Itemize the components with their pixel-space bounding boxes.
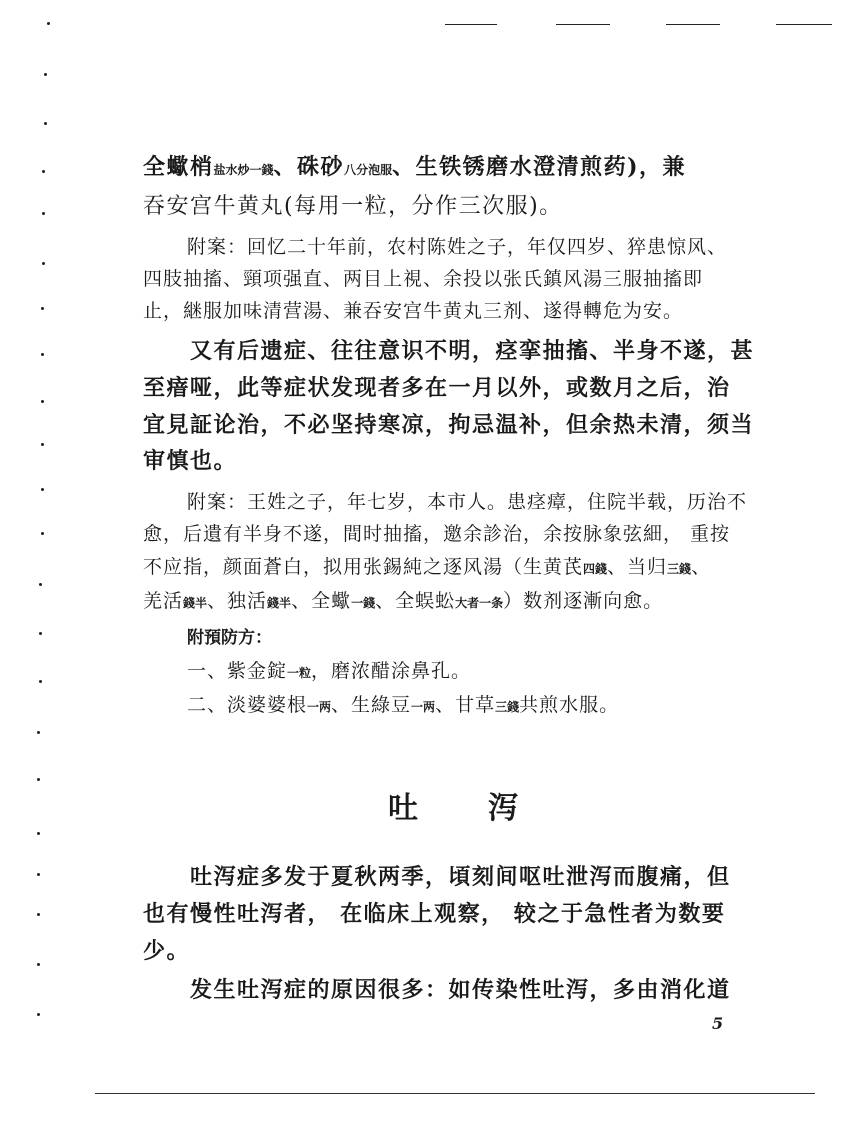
text-line: 也有慢性吐泻者， 在临床上观察， 较之于急性者为数要 (143, 901, 726, 927)
text-line: 羌活錢半、独活錢半、全蠍一錢、全蜈蚣大者一条）数剂逐漸向愈。 (143, 590, 664, 612)
text-line: 愈，后遺有半身不遂，間时抽搐，邀余診治，余按脉象弦細， 重按 (143, 523, 731, 545)
text-line: 少。 (143, 938, 191, 964)
text-line: 止，継服加味清营湯、兼吞安宫牛黄丸三剂、遂得轉危为安。 (143, 300, 684, 322)
text-line: 四肢抽搐、頸项强直、两目上視、余投以张氏鎮风湯三服抽搐即 (143, 268, 704, 290)
section-heading: 吐 泻 (388, 791, 518, 826)
text-line: 不应指，颜面蒼白，拟用张錫純之逐风湯（生黄芪四錢、当归三錢、 (143, 556, 712, 578)
page-number: 5 (712, 1014, 724, 1033)
text-line: 附案：回忆二十年前，农村陈姓之子，年仅四岁、猝患惊风、 (187, 236, 728, 258)
prescription-item-2: 二、淡婆婆根一两、生綠豆一两、甘草三錢共煎水服。 (187, 694, 620, 716)
text-line: 宜見証论治，不必坚持寒凉，拘忌温补，但余热未清，须当 (143, 412, 755, 438)
prevention-title: 附預防方： (187, 628, 272, 648)
text-line: 吐泻症多发于夏秋两季，頃刻间呕吐泄泻而腹痛，但 (190, 864, 731, 890)
text-line: 吞安宫牛黄丸(每用一粒，分作三次服)。 (143, 194, 563, 219)
top-rule-3 (666, 24, 720, 25)
text-line: 全蠍梢盐水炒一錢、硃砂八分泡服、生铁锈磨水澄清煎药)，兼 (143, 154, 686, 180)
top-rule-1 (445, 24, 497, 25)
bottom-rule (95, 1093, 815, 1094)
prescription-item-1: 一、紫金錠一粒，磨浓醋涂鼻孔。 (187, 660, 472, 682)
top-rule-2 (556, 24, 610, 25)
text-line: 附案：王姓之子，年七岁，本市人。患痉瘴，住院半载，历治不 (187, 491, 748, 513)
top-rule-4 (776, 24, 832, 25)
text-line: 至瘖哑，此等症状发现者多在一月以外，或数月之后，治 (143, 375, 731, 401)
text-line: 审慎也。 (143, 448, 238, 474)
text-line: 又有后遗症、往往意识不明，痉挛抽搐、半身不遂，甚 (190, 338, 755, 364)
text-line: 发生吐泻症的原因很多：如传染性吐泻，多由消化道 (190, 977, 731, 1003)
